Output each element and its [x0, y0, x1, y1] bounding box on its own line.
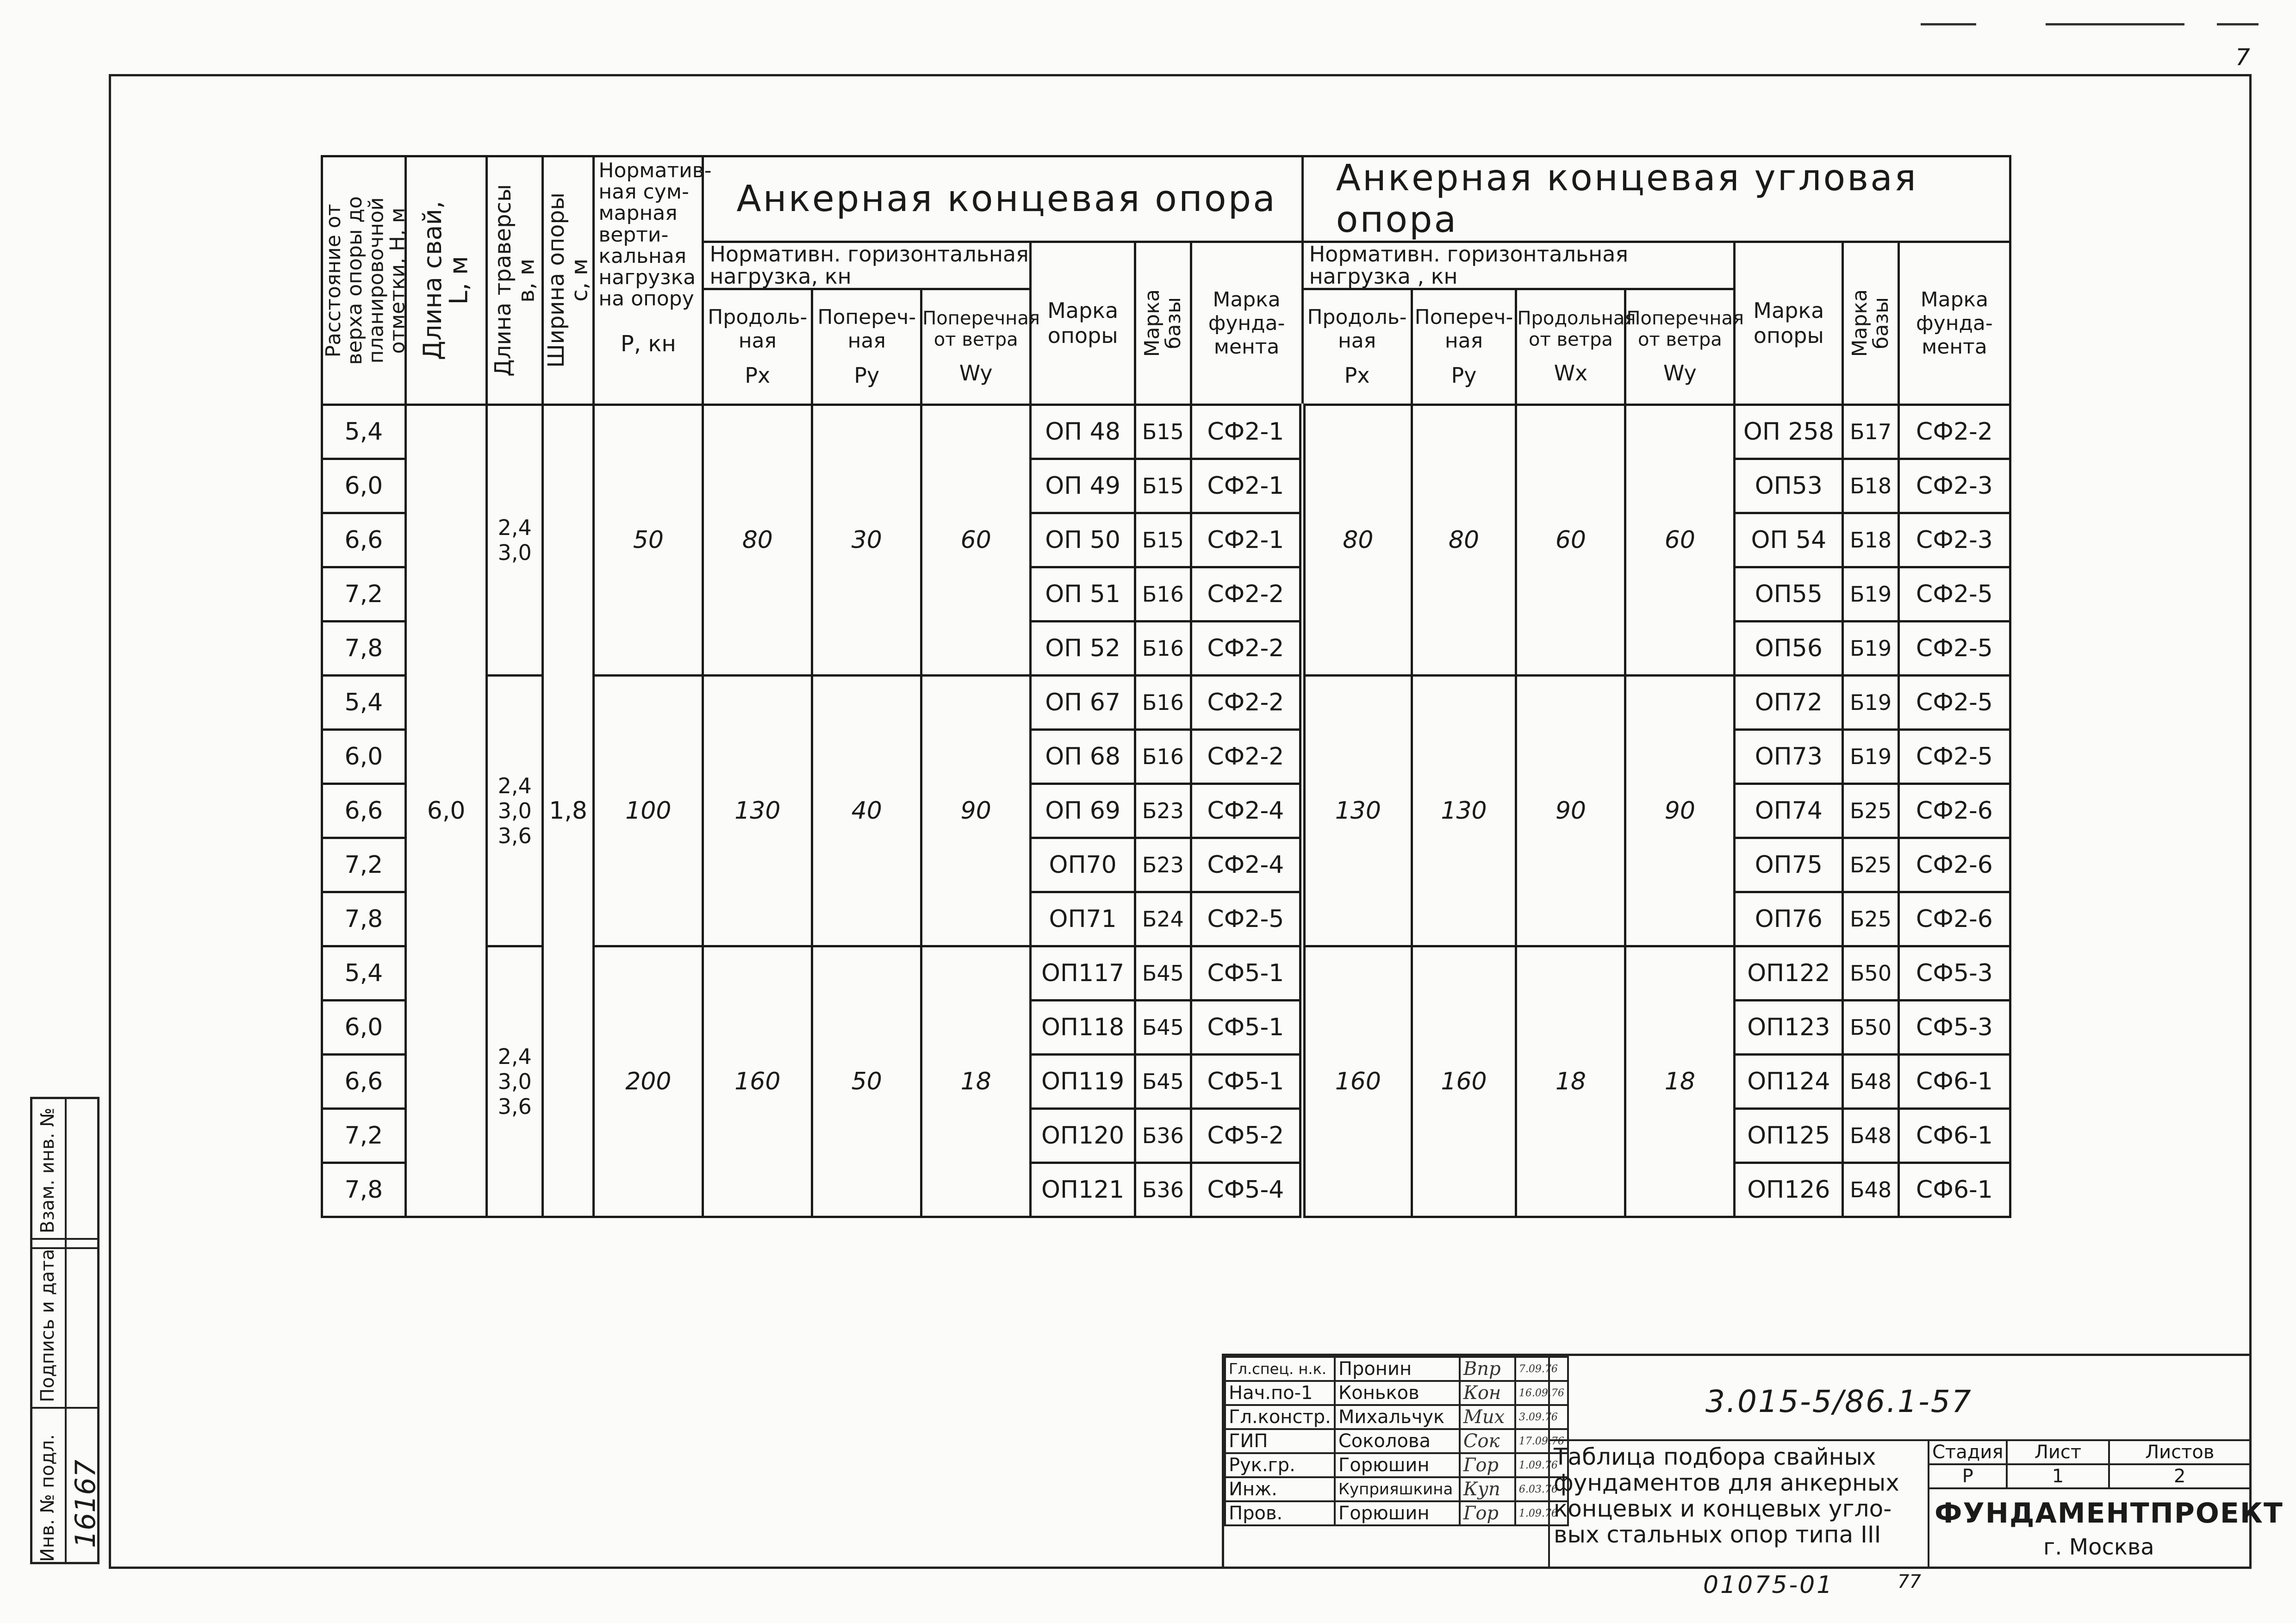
corner-foundation-mark-cell: СФ2-5	[1898, 567, 2010, 621]
corner-base-mark-cell: Б25	[1843, 784, 1898, 838]
sheets-value: 2	[2109, 1464, 2251, 1488]
base-mark-cell: Б45	[1135, 1000, 1191, 1054]
staff-row	[1225, 1501, 1568, 1525]
header-support-width: Ширина опоры с, м	[542, 156, 593, 405]
vertical-load-cell: 100	[594, 675, 703, 946]
staff-signature: Мих	[1460, 1405, 1515, 1429]
base-mark-cell: Б23	[1135, 838, 1191, 892]
base-mark-cell: Б45	[1135, 946, 1191, 1000]
side-stamp	[30, 1097, 100, 1564]
header-foundation-mark: Марка фунда- мента	[1191, 242, 1302, 405]
distance-cell: 7,8	[322, 892, 406, 946]
corner-base-mark-cell: Б19	[1843, 675, 1898, 729]
foundation-mark-cell: СФ5-2	[1191, 1108, 1302, 1163]
pile-length-cell: 6,0	[405, 404, 487, 1217]
stage-table	[1928, 1439, 2252, 1489]
support-mark-cell: ОП 69	[1031, 784, 1135, 838]
corner-support-mark-cell: ОП53	[1735, 459, 1843, 513]
foundation-mark-cell: СФ2-1	[1191, 459, 1302, 513]
staff-name: Михальчук	[1335, 1405, 1460, 1429]
foundation-selection-table	[321, 155, 2011, 1218]
staff-signature: Кон	[1460, 1381, 1515, 1405]
corner-foundation-mark-cell: СФ2-3	[1898, 513, 2010, 567]
foundation-mark-cell: СФ2-4	[1191, 838, 1302, 892]
staff-signature: Гор	[1460, 1453, 1515, 1477]
support-mark-cell: ОП71	[1031, 892, 1135, 946]
base-mark-cell: Б36	[1135, 1108, 1191, 1163]
distance-cell: 7,8	[322, 1163, 406, 1217]
city-name: г. Москва	[2043, 1534, 2154, 1560]
top-mark-1	[1921, 23, 1976, 25]
corner-foundation-mark-cell: СФ2-6	[1898, 892, 2010, 946]
header-distance: Расстояние от верха опоры до планировочной отметки, Н, м	[322, 156, 406, 405]
staff-name: Горюшин	[1335, 1501, 1460, 1525]
inv-value: 16167	[69, 1460, 102, 1548]
anchor-end-title: Анкерная концевая опора	[703, 156, 1302, 242]
base-mark-cell: Б24	[1135, 892, 1191, 946]
corner-px-cell: 160	[1302, 946, 1412, 1217]
corner-support-mark-cell: ОП126	[1735, 1163, 1843, 1217]
corner-px-cell: 130	[1302, 675, 1412, 946]
corner-wx-cell: 18	[1516, 946, 1625, 1217]
corner-support-mark-cell: ОП123	[1735, 1000, 1843, 1054]
corner-wx-cell: 60	[1516, 404, 1625, 675]
corner-support-mark-cell: ОП56	[1735, 621, 1843, 675]
header-corner-py: Попереч- ная Py	[1412, 289, 1516, 404]
foundation-mark-cell: СФ5-1	[1191, 1054, 1302, 1108]
staff-date: 16.09.76	[1515, 1381, 1568, 1405]
wy-cell: 60	[921, 404, 1031, 675]
support-mark-cell: ОП117	[1031, 946, 1135, 1000]
staff-signature: Гор	[1460, 1501, 1515, 1525]
corner-base-mark-cell: Б50	[1843, 1000, 1898, 1054]
support-mark-cell: ОП 68	[1031, 729, 1135, 784]
distance-cell: 7,2	[322, 838, 406, 892]
corner-base-mark-cell: Б19	[1843, 729, 1898, 784]
replace-inv-label: Взам. инв. №	[37, 1107, 58, 1233]
inv-label: Инв. № подл.	[37, 1434, 58, 1562]
top-mark-2	[2046, 23, 2184, 25]
header-px: Продоль- ная Px	[703, 289, 812, 404]
staff-name: Коньков	[1335, 1381, 1460, 1405]
corner-support-mark-cell: ОП124	[1735, 1054, 1843, 1108]
corner-base-mark-cell: Б17	[1843, 404, 1898, 459]
corner-support-mark-cell: ОП72	[1735, 675, 1843, 729]
distance-cell: 5,4	[322, 946, 406, 1000]
staff-name: Куприяшкина	[1335, 1477, 1460, 1501]
foundation-mark-cell: СФ2-1	[1191, 513, 1302, 567]
corner-support-mark-cell: ОП73	[1735, 729, 1843, 784]
stage-label: Стадия	[1929, 1440, 2007, 1464]
staff-role: Гл.констр.	[1225, 1405, 1335, 1429]
staff-row	[1225, 1429, 1568, 1453]
corner-foundation-mark-cell: СФ2-3	[1898, 459, 2010, 513]
header-support-mark-corner: Марка опоры	[1735, 242, 1843, 405]
support-mark-cell: ОП121	[1031, 1163, 1135, 1217]
corner-foundation-mark-cell: СФ6-1	[1898, 1054, 2010, 1108]
staff-name: Горюшин	[1335, 1453, 1460, 1477]
header-corner-wx: Продольная от ветра Wx	[1516, 289, 1625, 404]
corner-support-mark-cell: ОП122	[1735, 946, 1843, 1000]
foundation-mark-cell: СФ2-5	[1191, 892, 1302, 946]
base-mark-cell: Б15	[1135, 459, 1191, 513]
staff-date: 1.09.76	[1515, 1453, 1568, 1477]
px-cell: 130	[703, 675, 812, 946]
support-mark-cell: ОП118	[1031, 1000, 1135, 1054]
corner-foundation-mark-cell: СФ6-1	[1898, 1163, 2010, 1217]
sheet-label: Лист	[2007, 1440, 2109, 1464]
staff-date: 6.03.76	[1515, 1477, 1568, 1501]
corner-support-mark-cell: ОП74	[1735, 784, 1843, 838]
distance-cell: 6,6	[322, 784, 406, 838]
base-mark-cell: Б45	[1135, 1054, 1191, 1108]
staff-signature: Куп	[1460, 1477, 1515, 1501]
base-mark-cell: Б15	[1135, 513, 1191, 567]
base-mark-cell: Б36	[1135, 1163, 1191, 1217]
staff-name: Соколова	[1335, 1429, 1460, 1453]
vertical-load-cell: 50	[594, 404, 703, 675]
support-mark-cell: ОП 49	[1031, 459, 1135, 513]
corner-support-mark-cell: ОП 54	[1735, 513, 1843, 567]
header-pile-length: Длина свай, L, м	[405, 156, 487, 405]
corner-base-mark-cell: Б18	[1843, 459, 1898, 513]
table-row	[322, 404, 2010, 459]
corner-wx-cell: 90	[1516, 675, 1625, 946]
sign-date-label: Подпись и дата	[37, 1249, 58, 1402]
corner-px-cell: 80	[1302, 404, 1412, 675]
corner-foundation-mark-cell: СФ5-3	[1898, 946, 2010, 1000]
foundation-mark-cell: СФ2-2	[1191, 567, 1302, 621]
staff-signature: Сок	[1460, 1429, 1515, 1453]
corner-support-mark-cell: ОП125	[1735, 1108, 1843, 1163]
corner-wy-cell: 18	[1625, 946, 1735, 1217]
sheets-label: Листов	[2109, 1440, 2251, 1464]
corner-base-mark-cell: Б19	[1843, 567, 1898, 621]
distance-cell: 5,4	[322, 675, 406, 729]
stage-value: Р	[1929, 1464, 2007, 1488]
staff-date: 17.09.76	[1515, 1429, 1568, 1453]
corner-foundation-mark-cell: СФ2-5	[1898, 729, 2010, 784]
corner-support-mark-cell: ОП55	[1735, 567, 1843, 621]
header-base-mark: Марка базы	[1135, 242, 1191, 405]
support-mark-cell: ОП120	[1031, 1108, 1135, 1163]
staff-row	[1225, 1453, 1568, 1477]
base-mark-cell: Б16	[1135, 729, 1191, 784]
foundation-mark-cell: СФ2-2	[1191, 675, 1302, 729]
base-mark-cell: Б16	[1135, 621, 1191, 675]
staff-signature: Впр	[1460, 1357, 1515, 1381]
corner-base-mark-cell: Б48	[1843, 1163, 1898, 1217]
bottom-code: 01075-01	[1703, 1571, 1834, 1599]
distance-cell: 6,0	[322, 1000, 406, 1054]
header-foundation-mark-corner: Марка фунда- мента	[1898, 242, 2010, 405]
py-cell: 40	[812, 675, 921, 946]
corner-foundation-mark-cell: СФ2-6	[1898, 838, 2010, 892]
corner-base-mark-cell: Б18	[1843, 513, 1898, 567]
corner-base-mark-cell: Б25	[1843, 838, 1898, 892]
staff-date: 3.09.76	[1515, 1405, 1568, 1429]
corner-support-mark-cell: ОП75	[1735, 838, 1843, 892]
distance-cell: 7,2	[322, 567, 406, 621]
support-mark-cell: ОП 51	[1031, 567, 1135, 621]
corner-py-cell: 160	[1412, 946, 1516, 1217]
foundation-mark-cell: СФ5-4	[1191, 1163, 1302, 1217]
base-mark-cell: Б23	[1135, 784, 1191, 838]
header-base-mark-corner: Марка базы	[1843, 242, 1898, 405]
corner-base-mark-cell: Б19	[1843, 621, 1898, 675]
py-cell: 30	[812, 404, 921, 675]
staff-name: Пронин	[1335, 1357, 1460, 1381]
base-mark-cell: Б16	[1135, 675, 1191, 729]
foundation-mark-cell: СФ2-4	[1191, 784, 1302, 838]
px-cell: 80	[703, 404, 812, 675]
corner-base-mark-cell: Б48	[1843, 1108, 1898, 1163]
staff-row	[1225, 1477, 1568, 1501]
document-code: 3.015-5/86.1-57	[1705, 1384, 1972, 1419]
wy-cell: 18	[921, 946, 1031, 1217]
staff-role: Инж.	[1225, 1477, 1335, 1501]
foundation-mark-cell: СФ2-2	[1191, 621, 1302, 675]
support-mark-cell: ОП 67	[1031, 675, 1135, 729]
header-py: Попереч- ная Py	[812, 289, 921, 404]
corner-foundation-mark-cell: СФ2-5	[1898, 621, 2010, 675]
support-width-cell: 1,8	[542, 404, 593, 1217]
horiz-load-header: Нормативн. горизонтальная нагрузка, кн	[703, 242, 1031, 289]
support-mark-cell: ОП119	[1031, 1054, 1135, 1108]
staff-date: 7.09.76	[1515, 1357, 1568, 1381]
header-wy: Поперечная от ветра Wy	[921, 289, 1031, 404]
corner-foundation-mark-cell: СФ2-5	[1898, 675, 2010, 729]
distance-cell: 6,6	[322, 1054, 406, 1108]
vertical-load-cell: 200	[594, 946, 703, 1217]
staff-role: ГИП	[1225, 1429, 1335, 1453]
corner-sheet-number: 7	[2235, 44, 2250, 71]
corner-support-mark-cell: ОП 258	[1735, 404, 1843, 459]
corner-wy-cell: 60	[1625, 404, 1735, 675]
px-cell: 160	[703, 946, 812, 1217]
foundation-mark-cell: СФ5-1	[1191, 1000, 1302, 1054]
corner-support-mark-cell: ОП76	[1735, 892, 1843, 946]
corner-base-mark-cell: Б25	[1843, 892, 1898, 946]
corner-foundation-mark-cell: СФ5-3	[1898, 1000, 2010, 1054]
staff-date: 1.09.76	[1515, 1501, 1568, 1525]
corner-wy-cell: 90	[1625, 675, 1735, 946]
foundation-mark-cell: СФ5-1	[1191, 946, 1302, 1000]
staff-row	[1225, 1405, 1568, 1429]
support-mark-cell: ОП 48	[1031, 404, 1135, 459]
corner-foundation-mark-cell: СФ2-2	[1898, 404, 2010, 459]
distance-cell: 7,8	[322, 621, 406, 675]
base-mark-cell: Б15	[1135, 404, 1191, 459]
traverse-cell: 2,4 3,0 3,6	[487, 675, 542, 946]
wy-cell: 90	[921, 675, 1031, 946]
traverse-cell: 2,4 3,0	[487, 404, 542, 675]
support-mark-cell: ОП 50	[1031, 513, 1135, 567]
distance-cell: 6,0	[322, 459, 406, 513]
sheet-value: 1	[2007, 1464, 2109, 1488]
title-block	[1222, 1354, 2284, 1569]
staff-role: Пров.	[1225, 1501, 1335, 1525]
staff-row	[1225, 1381, 1568, 1405]
document-title: Таблица подбора свайных фундаментов для анкерных концевых и концевых угло- вых стальных опор типа III	[1554, 1443, 1899, 1548]
staff-table	[1224, 1356, 1569, 1526]
base-mark-cell: Б16	[1135, 567, 1191, 621]
header-support-mark: Марка опоры	[1031, 242, 1135, 405]
py-cell: 50	[812, 946, 921, 1217]
staff-row	[1225, 1357, 1568, 1381]
corner-foundation-mark-cell: СФ6-1	[1898, 1108, 2010, 1163]
distance-cell: 7,2	[322, 1108, 406, 1163]
header-traverse-length: Длина траверсы в, м	[487, 156, 542, 405]
organization-name: ФУНДАМЕНТПРОЕКТ	[1935, 1497, 2284, 1530]
staff-role: Гл.спец. н.к.	[1225, 1357, 1335, 1381]
staff-role: Рук.гр.	[1225, 1453, 1335, 1477]
corner-foundation-mark-cell: СФ2-6	[1898, 784, 2010, 838]
support-mark-cell: ОП70	[1031, 838, 1135, 892]
corner-py-cell: 80	[1412, 404, 1516, 675]
distance-cell: 6,6	[322, 513, 406, 567]
horiz-load-corner-header: Нормативн. горизонтальная нагрузка , кн	[1302, 242, 1735, 289]
header-vertical-load: Норматив- ная сум- марная верти- кальная нагрузка на опору Р, кн	[594, 156, 703, 405]
bottom-page: 77	[1898, 1571, 1921, 1592]
header-corner-wy: Поперечная от ветра Wy	[1625, 289, 1735, 404]
staff-role: Нач.по-1	[1225, 1381, 1335, 1405]
top-mark-3	[2217, 23, 2259, 25]
corner-py-cell: 130	[1412, 675, 1516, 946]
foundation-mark-cell: СФ2-1	[1191, 404, 1302, 459]
corner-base-mark-cell: Б48	[1843, 1054, 1898, 1108]
corner-base-mark-cell: Б50	[1843, 946, 1898, 1000]
foundation-mark-cell: СФ2-2	[1191, 729, 1302, 784]
header-corner-px: Продоль- ная Px	[1302, 289, 1412, 404]
anchor-corner-title: Анкерная концевая угловая опора	[1302, 156, 2010, 242]
traverse-cell: 2,4 3,0 3,6	[487, 946, 542, 1217]
distance-cell: 6,0	[322, 729, 406, 784]
distance-cell: 5,4	[322, 404, 406, 459]
support-mark-cell: ОП 52	[1031, 621, 1135, 675]
